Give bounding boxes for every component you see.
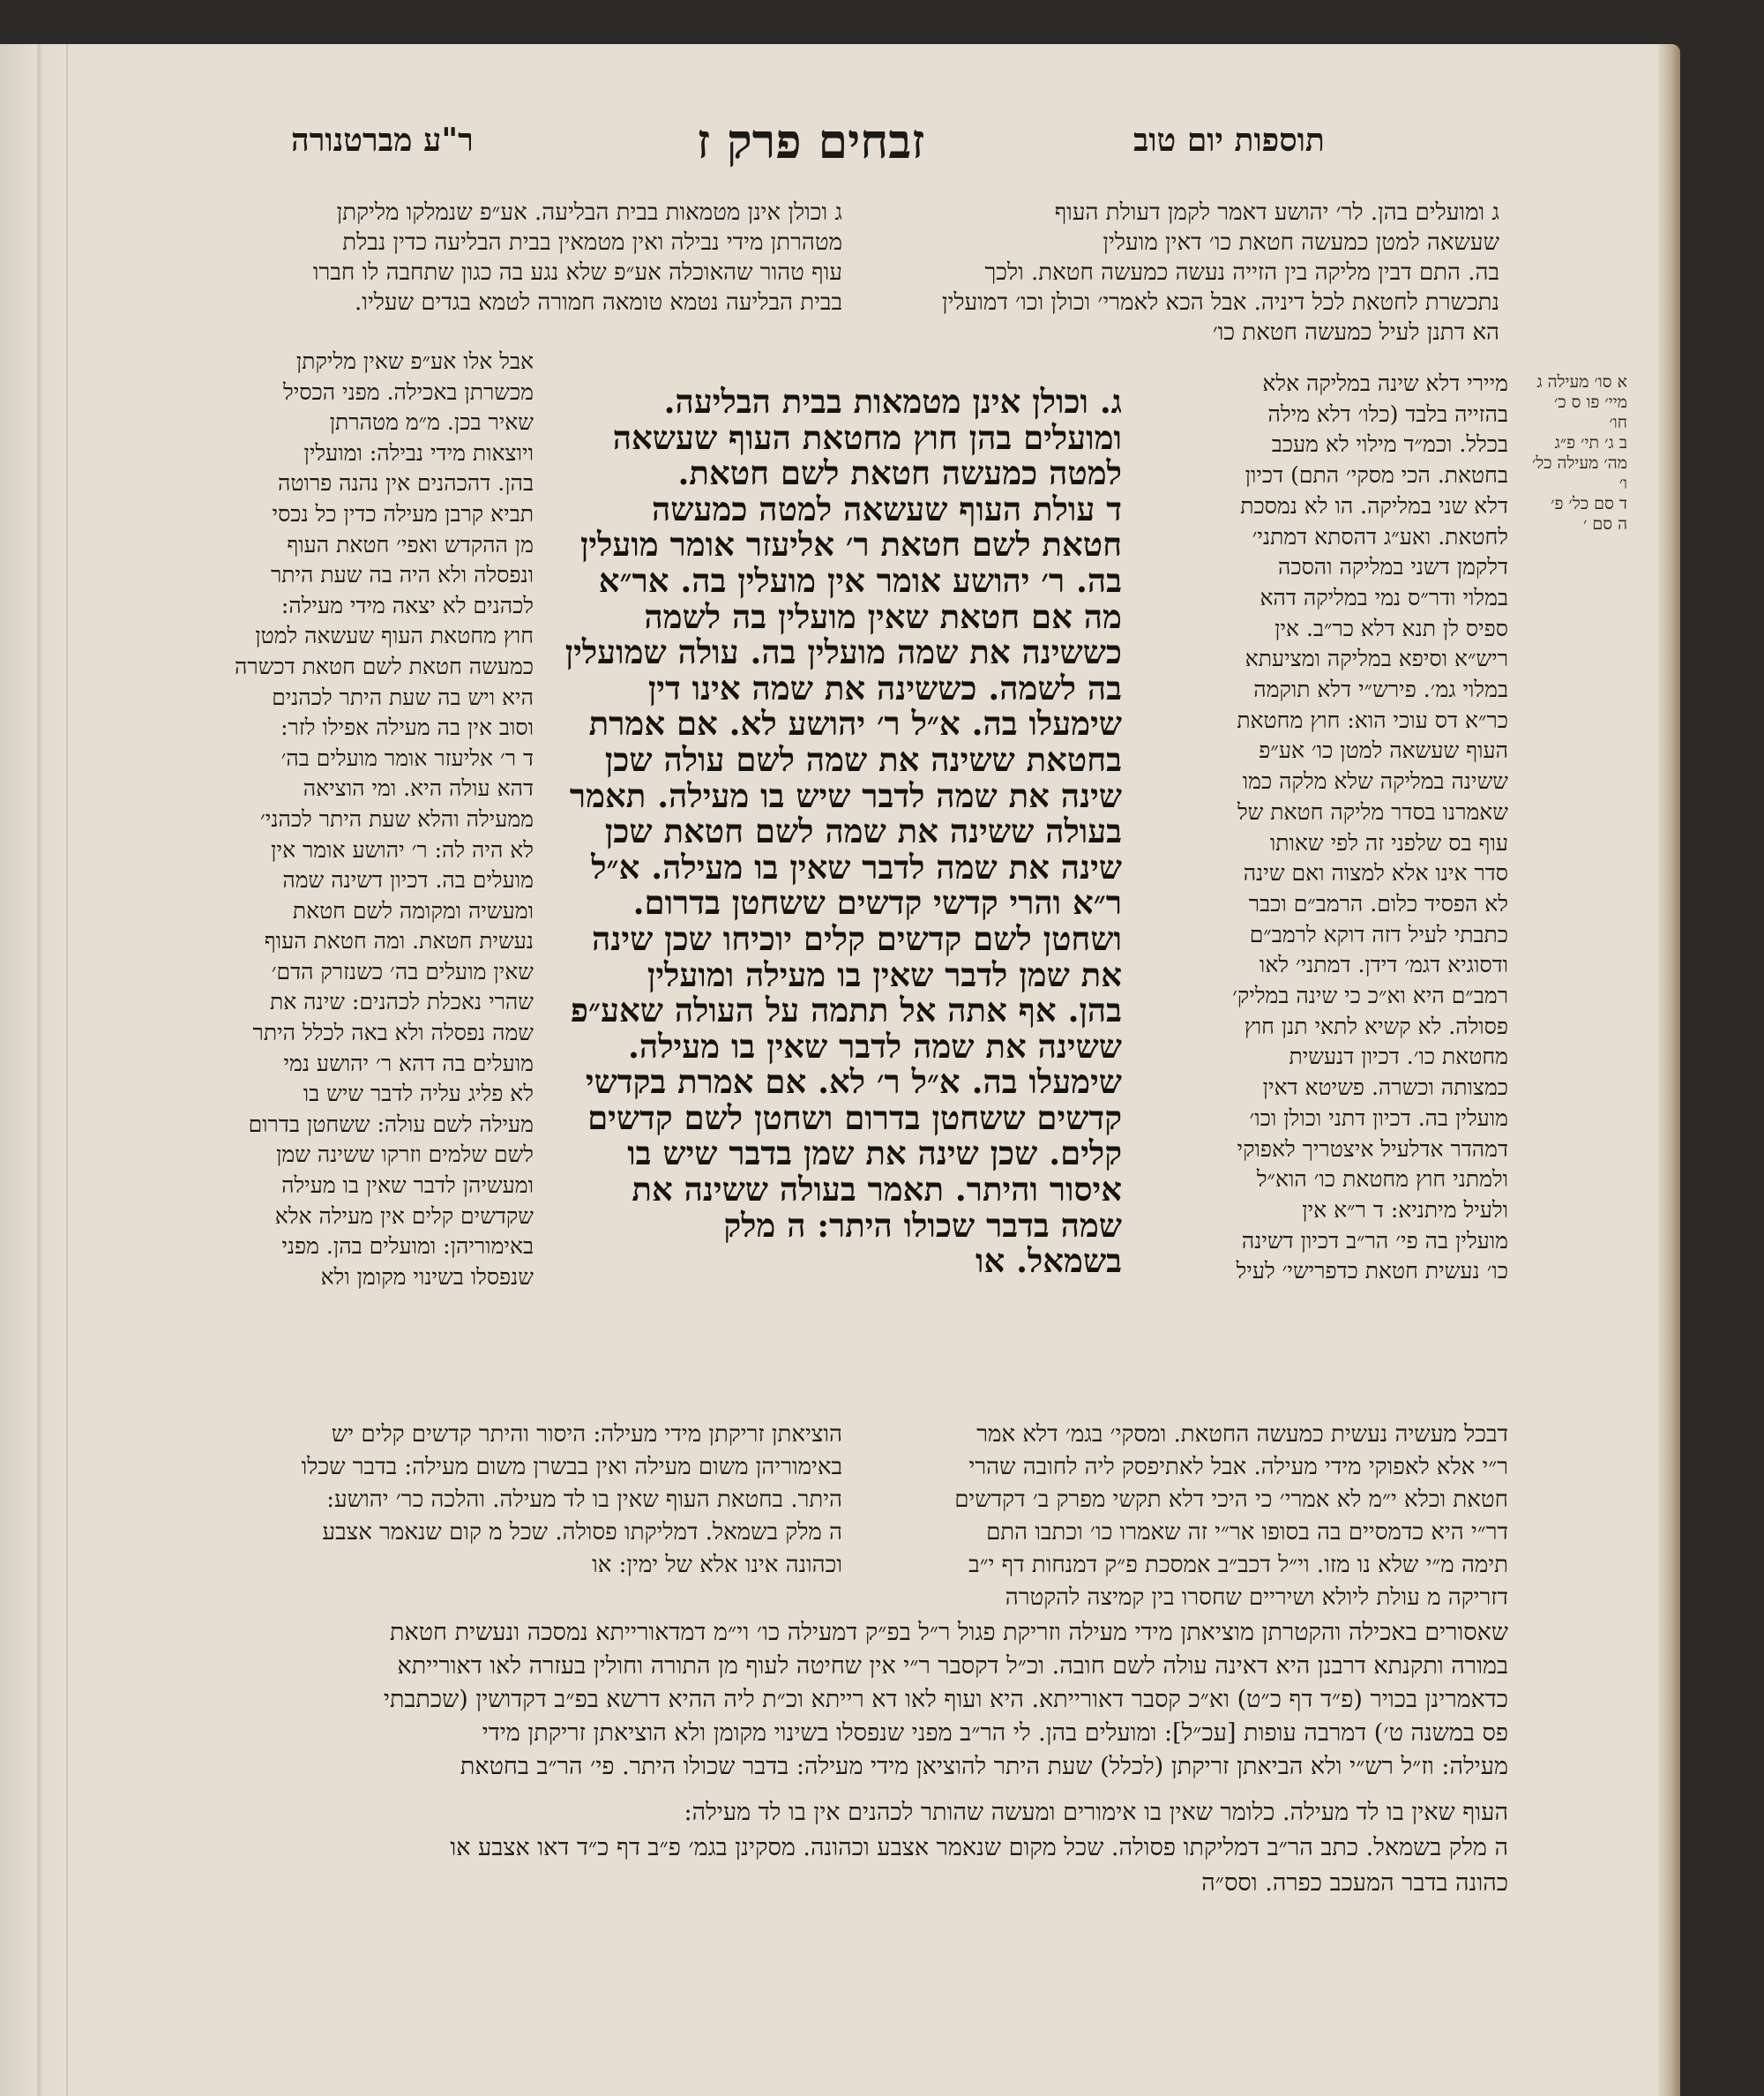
tosafot-top-block — [851, 198, 1499, 348]
bartenura-bottom-block — [172, 1419, 842, 1582]
book-page — [0, 44, 1680, 2096]
bartenura-line: אבל אלו אע״פ שאין מליקתן — [295, 348, 534, 374]
mishnah-line: בהן. אף אתה אל תתמה על העולה שאע״פ — [570, 991, 1122, 1030]
bartenura-top-block — [163, 198, 842, 318]
bartenura-line: לא פליג עליה לדבר שיש בו — [303, 1081, 534, 1107]
bartenura-line: שהרי נאכלת לכהנים: שינה את — [269, 989, 534, 1015]
margin-note-line: מיי׳ פו ס כ׳ — [1553, 393, 1627, 412]
bartenura-line: מטהרתן מידי נבילה ואין מטמאין בבית הבליעה כדין נבלת — [342, 229, 842, 256]
bartenura-line: בבית הבליעה נטמא טומאה חמורה לטמא בגדים שעליו. — [355, 289, 842, 316]
tosafot-line: לחטאת. ואע״ג דהסתא דמתני׳ — [1252, 523, 1508, 550]
tosafot-line: פסולה. לא קשיא לתאי תנן חוץ — [1244, 1013, 1508, 1039]
bartenura-line: שאיר בכן. מ״מ מטהרתן — [329, 409, 534, 436]
tosafot-line: מועלין בה. דכיון דתני וכולן וכו׳ — [1249, 1104, 1508, 1131]
mishnah-line: ומועלים בהן חוץ מחטאת העוף שעשאה — [612, 417, 1122, 457]
mishnah-line: בה לשמה. כששינה את שמה אינו דין — [647, 668, 1122, 707]
header-left: ר"ע מברטנורה — [291, 122, 474, 159]
tosafot-line: מעילה: וז״ל רש״י ולא הביאתן זריקתן (לכלל) שעת היתר להוציאן מידי מעילה: בדבר שכולו היתר. פי׳ הר״ב בחטאת — [460, 1753, 1508, 1780]
tosafot-line: שאסורים באכילה והקטרתן מוציאתן מידי מעילה וזריקת פגול ר״ל בפ״ק דמעילה כו׳ וי״מ דמדאורייתא נמסכה ונעשית חטאת — [390, 1619, 1508, 1646]
bartenura-line: עוף טהור שהאוכלה אע״פ שלא נגע בה כגון שתחבה לו חברו — [312, 259, 842, 286]
tosafot-line: עוף בס שלפני זה לפי שאותו — [1269, 829, 1508, 856]
margin-note-line: א סו׳ מעילה ג — [1536, 372, 1627, 392]
mishnah-line: כששינה את שמה מועלין בה. עולה שמועלין — [564, 633, 1122, 672]
mishnah-line: שימעלו בה. א״ל ר׳ לא. אם אמרת בקדשי — [585, 1062, 1122, 1102]
bartenura-line: היא ויש בה שעת היתר לכהנים — [272, 684, 534, 710]
mishnah-line: קדשים ששחטן בדרום ושחטן לשם קדשים — [587, 1097, 1122, 1137]
mishnah-text — [540, 384, 1122, 1279]
mishnah-line: בה. ר׳ יהושע אומר אין מועלין בה. אר״א — [598, 560, 1122, 600]
bartenura-line: בהן. דהכהנים אין נהנה פרוטה — [277, 470, 534, 497]
tosafot-line: בחטאת. הכי מסקי׳ התם) דכיון — [1245, 462, 1508, 489]
tosafot-line: העוף שאין בו לד מעילה. כלומר שאין בו אימורים ומעשה שהותר לכהנים אין בו לד מעילה: — [684, 1799, 1508, 1826]
mishnah-line: חטאת לשם חטאת ר׳ אליעזר אומר מועלין — [579, 525, 1122, 565]
tosafot-bottom-block — [851, 1419, 1508, 1614]
mishnah-line: ושחטן לשם קדשים קלים יוכיחו שכן שינה — [592, 918, 1122, 958]
tosafot-line: חטאת וכלא י״מ לא אמרי׳ כי היכי דלא תקשי מפרק ב׳ דקדשים — [954, 1486, 1508, 1513]
bartenura-line: לכהנים לא יצאה מידי מעילה: — [280, 592, 534, 618]
tosafot-line: דלקמן דשני במליקה והסכה — [1277, 554, 1508, 580]
bartenura-line: היתר. בחטאת העוף שאין בו לד מעילה. והלכה כר׳ יהושע: — [326, 1486, 842, 1513]
tosafot-line: ג ומועלים בהן. לר׳ יהושע דאמר לקמן דעולת העוף — [1054, 199, 1499, 226]
bartenura-line: וכהונה אינו אלא של ימין: או — [592, 1552, 842, 1578]
mishnah-line: למטה כמעשה חטאת לשם חטאת. — [677, 453, 1122, 493]
mishnah-line: ד עולת העוף שעשאה למטה כמעשה — [651, 489, 1122, 528]
bartenura-line: מעילה לשם עולה: ששחטן בדרום — [248, 1111, 534, 1137]
header-center: זבחים פרק ז — [697, 113, 925, 169]
mishnah-line: בעולה ששינה את שמה לשם חטאת שכן — [604, 812, 1122, 851]
tosafot-line: דמהדר אדלעיל איצטריך לאפוקי — [1237, 1135, 1508, 1162]
margin-note-line: ד סם כל׳ פ׳ — [1551, 494, 1627, 513]
bartenura-line: ומעשיהן לדבר שאין בו מעילה — [281, 1172, 534, 1199]
bartenura-line: באימוריהן משום מעילה ואין בבשרן משום מעילה: בדבר שכלו — [301, 1454, 842, 1480]
mishnah-line: איסור והיתר. תאמר בעולה ששינה את — [632, 1170, 1122, 1209]
tosafot-line: בכלל. וכמ״ד מילוי לא מעכב — [1271, 431, 1508, 458]
bartenura-line: דהא עולה היא. ומי הוציאה — [303, 775, 534, 802]
mishnah-line: שימעלו בה. א״ל ר׳ יהושע לא. אם אמרת — [588, 704, 1122, 744]
tosafot-line: כו׳ נעשית חטאת כדפרישי׳ לעיל — [1236, 1258, 1508, 1284]
tosafot-line: סדר אינו אלא למצוה ואם שינה — [1243, 860, 1508, 887]
tosafot-line: ה מלק בשמאל. כתב הר״ב דמליקתו פסולה. שכל מקום שנאמר אצבע וכהונה. מסקינן בגמ׳ פ״ב דף כ״ד דאו אצבע או — [450, 1834, 1508, 1861]
tosafot-line: שאמרנו בסדר מליקה חטאת של — [1237, 798, 1508, 825]
tosafot-line: דבכל מעשיה נעשית כמעשה החטאת. ומסקי׳ בגמ׳ דלא אמר — [976, 1421, 1508, 1448]
mishnah-line: שינה את שמה לדבר שאין בו מעילה. א״ל — [591, 847, 1122, 887]
tosafot-line: במלוי ודר״ס נמי במליקה דהא — [1259, 584, 1508, 610]
mishnah-line: ג. וכולן אינן מטמאות בבית הבליעה. — [663, 382, 1122, 421]
mishnah-line: בשמאל. או — [975, 1241, 1122, 1281]
bartenura-line: ד ר׳ אליעזר אומר מועלים בה׳ — [280, 745, 534, 771]
mishnah-line: ר״א והרי קדשי קדשים ששחטן בדרום. — [632, 883, 1122, 923]
bartenura-line: ג וכולן אינן מטמאות בבית הבליעה. אע״פ שנמלקו מליקתן — [336, 199, 842, 226]
margin-note-line: חו׳ — [1609, 413, 1627, 432]
tosafot-line: בהזייה בלבד (כלו׳ דלא מילה — [1267, 400, 1508, 427]
bartenura-line: הוציאתן זריקתן מידי מעילה: היסור והיתר קדשים קלים יש — [331, 1421, 842, 1448]
bartenura-line: וסוב אין בה מעילה אפילו לזר: — [280, 715, 534, 741]
tosafot-line: דלא שני במליקה. הו לא נמסכת — [1240, 492, 1508, 519]
mishnah-line: ששינה את שמה לדבר שאין בו מעילה. — [628, 1026, 1122, 1066]
mishnah-line: שמה בדבר שכולו היתר: ה מלק — [723, 1205, 1122, 1245]
bartenura-line: חוץ מחטאת העוף שעשאה למטן — [255, 623, 534, 649]
tosafot-line: ריש״א וסיפא במליקה ומציעתא — [1245, 646, 1508, 672]
bartenura-left-column — [163, 347, 534, 1292]
tosafot-line: במלוי גמ׳. פירש״י דלא תוקמה — [1253, 677, 1508, 703]
tosafot-line: דזריקה מ עולת ליולא ושיריים שחסרו בין קמיצה להקטרה — [1005, 1584, 1508, 1611]
margin-note-line: ו׳ — [1618, 474, 1627, 493]
bartenura-line: מכשרתן באכילה. מפני הכסיל — [283, 378, 534, 405]
bartenura-line: מועלים בה דהא ר׳ יהושע נמי — [283, 1050, 534, 1076]
mishnah-line: מה אם חטאת שאין מועלין בה לשמה — [644, 596, 1122, 636]
tosafot-line: מיירי דלא שינה במליקה אלא — [1262, 371, 1508, 396]
mishnah-line: את שמן לדבר שאין בו מעילה ומועלין — [647, 954, 1122, 994]
tosafot-line: כתבתי לעיל דזה דוקא לרמב״ם — [1249, 921, 1508, 947]
mishnah-line: בחטאת ששינה את שמה לשם עולה שכן — [604, 739, 1122, 779]
bartenura-line: ויוצאות מידי נבילה: ומועלין — [303, 439, 534, 466]
margin-note-line: ה סם ׳ — [1582, 514, 1627, 534]
tosafot-line: ר״י אלא לאפוקי מידי מעילה. אבל לאתיפסק ליה לחובה שהרי — [968, 1454, 1508, 1480]
tosafot-line: לא הפסיד כלום. הרמב״ם וכבר — [1248, 890, 1508, 917]
tosafot-line: פס במשנה ט׳) דמרבה עופות [עכ״ל]: ומועלים בהן. לי הר״ב מפני שנפסלו בשינוי מקומן ולא הוציאתן זריקתן מידי — [482, 1719, 1508, 1747]
bartenura-line: לשם שלמים וזרקו ששינה שמן — [276, 1142, 534, 1168]
tosafot-line: כר״א דס עוכי הוא: חוץ מחטאת — [1237, 707, 1508, 733]
tosafot-full-width-block — [172, 1616, 1508, 1784]
header-right: תוספות יום טוב — [1133, 122, 1325, 159]
bartenura-line: ונפסלה ולא היה בה שעת היתר — [270, 562, 534, 588]
tosafot-line: ולמתני חוץ מחטאת כו׳ הוא״ל — [1256, 1166, 1508, 1193]
tosafot-line: ספיס לן תנא דלא כר״ב. אין — [1274, 615, 1508, 641]
tosafot-line: רמב״ם היא וא״כ כי שינה במליק׳ — [1232, 983, 1508, 1009]
bartenura-line: נעשית חטאת. ומה חטאת העוף — [264, 928, 534, 954]
bartenura-line: שאין מועלים בה׳ כשנזרק הדם׳ — [271, 958, 534, 984]
bartenura-line: מן ההקדש ואפי׳ חטאת העוף — [287, 531, 534, 558]
bartenura-line: שמה נפסלה ולא באה לכלל היתר — [252, 1020, 534, 1046]
bartenura-line: שנפסלו בשינוי מקומן ולא — [320, 1263, 534, 1290]
book-gutter — [0, 44, 68, 2096]
tosafot-line: ולעיל מיתניא: ד ר״א אין — [1302, 1196, 1508, 1223]
margin-note-line: ב ג׳ תי׳ פ״ג — [1554, 433, 1627, 453]
page-edge — [1658, 44, 1680, 2096]
tosafot-line: כדאמרינן בכויר (פ״ד דף כ״ט) וא״כ קסבר דאורייתא. היא ועוף לאו דא רייתא וכ״ת ליה ההיא דרשא בפ״ב דקדושין (שכתבתי — [383, 1686, 1508, 1713]
bartenura-line: תביא קרבן מעילה כדין כל נכסי — [272, 500, 534, 527]
tosafot-line: תימה מ״י שלא נו מזו. וי״ל דכב״ב אמסכת פ״ק דמנחות דף י״ב — [968, 1552, 1508, 1578]
margin-references — [1513, 372, 1627, 535]
tosafot-line: ששינה במליקה שלא מלקה כמו — [1242, 768, 1508, 795]
bartenura-line: ה מלק בשמאל. דמליקתו פסולה. שכל מ קום שנאמר אצבע — [322, 1519, 842, 1546]
bartenura-line: שקדשים קלים אין מעילה אלא — [274, 1202, 534, 1229]
bartenura-line: באימוריהן: ומועלים בהן. מפני — [281, 1233, 534, 1260]
tosafot-line: בה. התם דבין מליקה בין הזייה נעשה כמעשה חטאת. ולכך — [984, 259, 1499, 286]
tosafot-line: דר״י היא כדמסיים בה בסופו אר״י זה שאמרו כו׳ וכתבו התם — [986, 1519, 1508, 1546]
tosafot-line: כמצותה וכשרה. פשיטא דאין — [1262, 1074, 1508, 1101]
mishnah-line: שינה את שמה לדבר שיש בו מעילה. תאמר — [569, 775, 1122, 815]
bartenura-line: לא היה לה: ר׳ יהושע אומר אין — [271, 836, 534, 863]
margin-note-line: מה׳ מעילה כל׳ — [1531, 453, 1627, 473]
tosafot-line: במורה ותקנתא דרבנן היא דאינה עולה לשם חובה. וכ״ל דקסבר ר״י אין שחיטה לעוף מן התורה וחולין בעזרה לאו דאורייתא — [397, 1652, 1508, 1680]
bartenura-line: מועלים בה. דכיון דשינה שמה — [282, 867, 534, 894]
bartenura-line: כמעשה חטאת לשם חטאת דכשרה — [235, 653, 534, 679]
tosafot-line: כהונה בדבר המעכב כפרה. וסס״ה — [1201, 1869, 1508, 1897]
tosafot-right-column — [1147, 369, 1508, 1287]
tosafot-line: נתכשרת לחטאת לכל דיניה. אבל הכא לאמרי׳ וכולן וכו׳ דמועלין — [941, 289, 1499, 316]
mishnah-line: קלים. שכן שינה את שמן בדבר שיש בו — [627, 1134, 1122, 1173]
bartenura-line: ממעילה והלא שעת היתר לכהני׳ — [260, 805, 534, 832]
tosafot-line: מחטאת כו׳. דכיון דנעשית — [1289, 1044, 1508, 1070]
tosafot-line: העוף שעשאה למטן כו׳ אע״פ — [1259, 737, 1508, 764]
tosafot-line: ודסוגיא דגמ׳ דידן. דמתני׳ לאו — [1259, 952, 1508, 978]
tosafot-final-block — [172, 1795, 1508, 1901]
tosafot-line: הא דתנן לעיל כמעשה חטאת כו׳ — [1212, 319, 1499, 346]
tosafot-line: שעשאה למטן כמעשה חטאת כו׳ דאין מועלין — [1102, 229, 1499, 256]
bartenura-line: ומעשיה ומקומה לשם חטאת — [292, 897, 534, 924]
tosafot-line: מועלין בה פי׳ הר״ב דכיון דשינה — [1241, 1227, 1508, 1254]
